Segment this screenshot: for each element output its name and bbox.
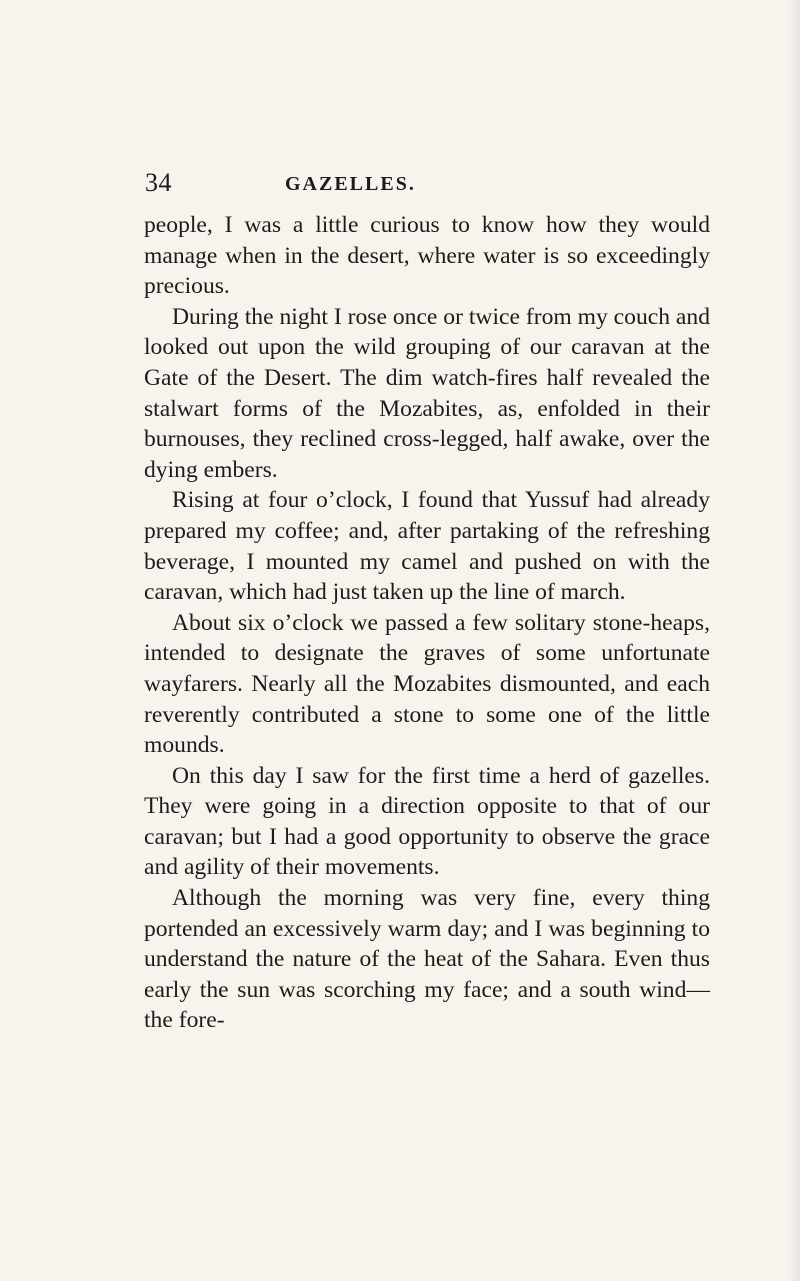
page-number: 34 xyxy=(145,168,172,197)
paragraph: During the night I rose once or twice from my couch and looked out upon the wild grouping of our caravan at the Gate of the Desert. The dim watch-fires half revealed the stalwart forms of the Mozabites, as, enfolded in their burnouses, they reclined cross-legged, half awake, over the dying embers. xyxy=(144,303,710,483)
paragraph: On this day I saw for the first time a herd of gazelles. They were going in a direction opposite to that of our caravan; but I had a good opportunity to observe the grace and agility of their movements. xyxy=(144,762,710,881)
running-title: GAZELLES. xyxy=(285,173,416,195)
page-edge-shadow xyxy=(786,0,800,1281)
body-text xyxy=(144,210,710,1036)
paragraph: About six o’clock we passed a few solitary stone-heaps, intended to designate the graves of some unfortunate wayfarers. Nearly all the Mozabites dismounted, and each reverently contributed a stone to some one of the little mounds. xyxy=(144,609,710,759)
paragraph: Although the morning was very fine, every thing portended an excessively warm day; and I was beginning to understand the nature of the heat of the Sahara. Even thus early the sun was scorching my face; and a south wind—the fore- xyxy=(144,885,710,1034)
running-head xyxy=(145,168,705,198)
paragraph: people, I was a little curious to know how they would manage when in the desert, where water is so exceedingly precious. xyxy=(144,212,710,300)
paragraph: Rising at four o’clock, I found that Yussuf had already prepared my coffee; and, after partaking of the refreshing beverage, I mounted my camel and pushed on with the caravan, which had just taken up the line of march. xyxy=(144,487,710,606)
